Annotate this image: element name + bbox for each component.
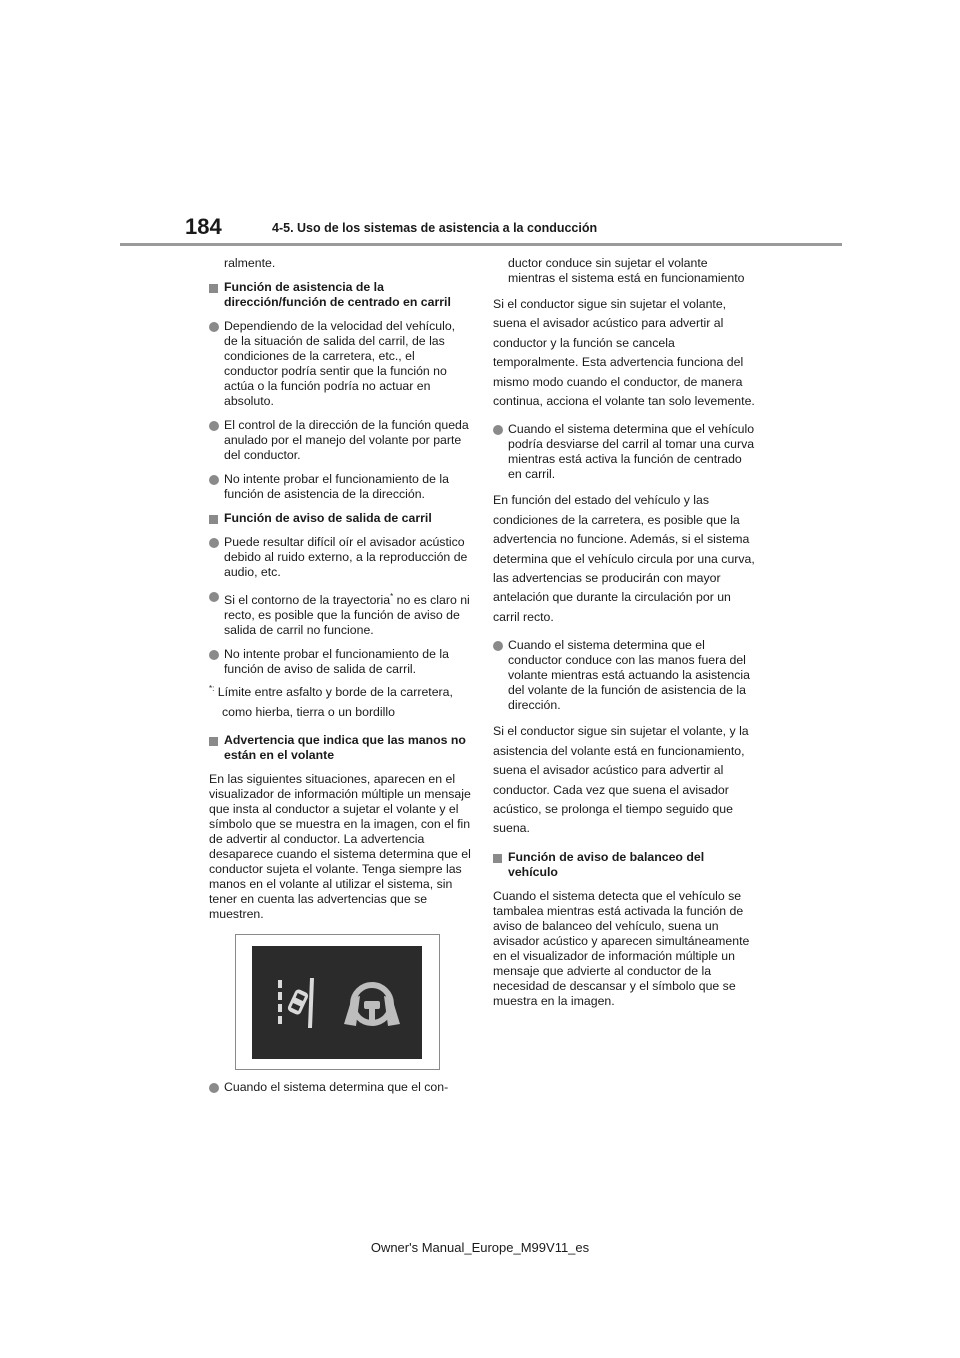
left-column <box>209 256 471 1104</box>
page-number: 184 <box>185 214 222 239</box>
footnote-text-cont: como hierba, tierra o un bordillo <box>222 704 395 719</box>
footnote <box>209 679 471 722</box>
bullet-item: Cuando el sistema determina que el vehículo podría desviarse del carril al tomar una curva mientras está activa la función de centrado en carril. <box>493 422 755 482</box>
multi-info-display <box>252 946 422 1059</box>
bullet-text-start: Si el contorno de la trayectoria <box>224 593 391 608</box>
bullet-text-end: no es claro ni recto, es posible que la función de aviso de salida de carril no funcione. <box>224 593 470 638</box>
bullet-item: No intente probar el funcionamiento de la función de aviso de salida de carril. <box>209 647 471 677</box>
warning-display-figure <box>235 934 440 1070</box>
paragraph: Si el conductor sigue sin sujetar el volante, y la asistencia del volante está en funcionamiento, suena el avisador acústico para advertir al conductor. Cada vez que suena el avisador acústico, se prolonga el tiempo seguido que suena. <box>493 724 749 836</box>
bullet-item: El control de la dirección de la función queda anulado por el manejo del volante por parte del conductor. <box>209 418 471 463</box>
bullet-item: Dependiendo de la velocidad del vehículo, de la situación de salida del carril, de las condiciones de la carretera, etc., el conductor podría sentir que la función no actúa o la función podría no actuar en absoluto. <box>209 319 471 409</box>
right-column <box>493 256 755 1018</box>
paragraph: En función del estado del vehículo y las condiciones de la carretera, es posible que la advertencia no funcione. Además, si el sistema determina que el vehículo circula por una curva, las advertencias se producirán con mayor antelación que durante la circulación por un carril recto. <box>493 493 755 624</box>
bullet-item: Cuando el sistema determina que el conductor conduce con las manos fuera del volante mientras está actuando la asistencia del volante de la función de asistencia de la dirección. <box>493 638 755 713</box>
heading-steering-assist: Función de asistencia de la dirección/función de centrado en carril <box>209 280 471 310</box>
header-rule <box>120 243 842 246</box>
bullet-item: No intente probar el funcionamiento de la función de asistencia de la dirección. <box>209 472 471 502</box>
bullet-item: Puede resultar difícil oír el avisador acústico debido al ruido externo, a la reproducción de audio, etc. <box>209 535 471 580</box>
continuation-text: ralmente. <box>224 256 276 270</box>
bullet-item: Cuando el sistema determina que el con- <box>209 1080 471 1095</box>
footnote-marker: * <box>390 592 394 601</box>
hands-off-steering-wheel-icon <box>252 946 422 1059</box>
footnote-text: *: Límite entre asfalto y borde de la carretera, <box>209 684 453 700</box>
footnote-mark: *: <box>209 684 215 694</box>
footer-manual-id: Owner's Manual_Europe_M99V11_es <box>370 1240 590 1255</box>
heading-lane-departure: Función de aviso de salida de carril <box>209 511 471 526</box>
heading-vehicle-sway: Función de aviso de balanceo del vehículo <box>493 850 755 880</box>
bullet-item <box>209 589 471 638</box>
paragraph: Cuando el sistema detecta que el vehículo se tambalea mientras está activada la función de aviso de balanceo del vehículo, suena un avisador acústico y aparecen simultáneamente en el visualizador de información múltiple un mensaje que advierte al conductor de la necesidad de descansar y el símbolo que se muestra en la imagen. <box>493 888 750 1008</box>
section-title: 4-5. Uso de los sistemas de asistencia a la conducción <box>272 221 598 235</box>
heading-hands-off-warning: Advertencia que indica que las manos no están en el volante <box>209 733 471 763</box>
continuation-text: ductor conduce sin sujetar el volante mientras el sistema está en funcionamiento <box>508 256 745 285</box>
paragraph: Si el conductor sigue sin sujetar el volante, suena el avisador acústico para advertir al conductor y la función se cancela temporalmente. Esta advertencia funciona del mismo modo cuando el conductor, de manera continua, acciona el volante tan solo levemente. <box>493 297 755 409</box>
paragraph: En las siguientes situaciones, aparecen en el visualizador de información múltiple un mensaje que insta al conductor a sujetar el volante y el símbolo que se muestra en la imagen, con el fin de advertir al conductor. La advertencia desaparece cuando el sistema determina que el conductor sujeta el volante. Tenga siempre las manos en el volante al utilizar el sistema, sin tener en cuenta las advertencias que se muestren. <box>209 772 471 921</box>
